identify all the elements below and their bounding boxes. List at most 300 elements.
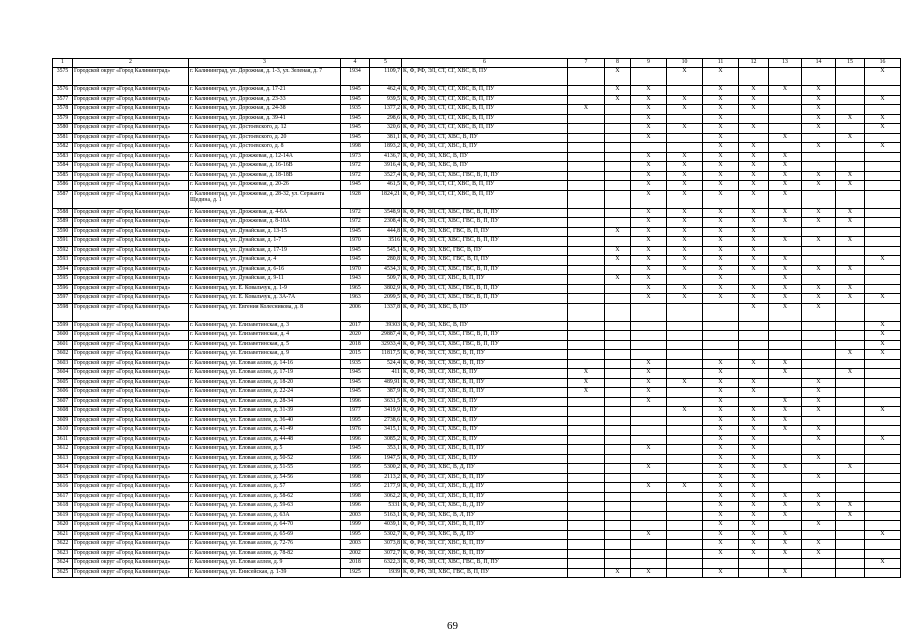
address: г. Калининград, ул. Еловая аллея, д. 41-49 [189,426,341,436]
address: г. Калининград, ул. Евгения Колесникова, д. 8 [189,303,341,321]
row-number: 3581 [53,133,73,143]
mark-7: X [568,105,605,115]
address: г. Калининград, ул. Дунайская, д. 17-19 [189,246,341,256]
year-built: 1996 [341,397,370,407]
mark-7 [568,540,605,550]
area: 3516 [370,237,402,247]
municipality: Городской округ «Город Калининград» [73,208,189,218]
mark-15 [836,246,865,256]
mark-11: X [703,171,739,181]
mark-7: X [568,388,605,398]
mark-10 [667,369,703,379]
mark-14 [802,483,836,493]
mark-15 [836,162,865,172]
mark-7 [568,359,605,369]
area: 3631,5 [370,397,402,407]
mark-13 [769,454,802,464]
table-row [53,464,901,474]
mark-9: X [631,397,667,407]
mark-7 [568,246,605,256]
mark-9: X [631,86,667,96]
mark-7 [568,114,605,124]
mark-16 [865,378,901,388]
mark-15 [836,530,865,540]
mark-16 [865,568,901,578]
row-number: 3592 [53,246,73,256]
year-built: 1945 [341,445,370,455]
mark-9 [631,426,667,436]
mark-8 [605,483,631,493]
address: г. Калининград, ул. Дорожная, д. 24-38 [189,105,341,115]
address: г. Калининград, ул. Дрожжевая, д. 18-18В [189,171,341,181]
column-number: 9 [631,59,667,68]
mark-11: X [703,416,739,426]
mark-14: X [802,492,836,502]
mark-10 [667,340,703,350]
mark-9: X [631,171,667,181]
mark-11: X [703,284,739,294]
mark-13 [769,473,802,483]
structural-elements: К, Ф, РФ, ЭЛ, СТ, ХВС, В, ПУ [402,426,568,436]
mark-9: X [631,256,667,266]
mark-16: X [865,530,901,540]
municipality: Городской округ «Город Калининград» [73,265,189,275]
mark-10: X [667,124,703,134]
row-number: 3610 [53,426,73,436]
mark-16 [865,275,901,285]
municipality: Городской округ «Город Калининград» [73,359,189,369]
mark-11: X [703,190,739,208]
mark-7 [568,549,605,559]
mark-16 [865,218,901,228]
table-row [53,350,901,360]
column-number: 5 [370,59,402,68]
mark-14: X [802,540,836,550]
mark-14: X [802,265,836,275]
mark-8 [605,303,631,321]
mark-12 [739,340,769,350]
year-built: 1998 [341,492,370,502]
area: 509,7 [370,275,402,285]
mark-11: X [703,359,739,369]
structural-elements: К, Ф, РФ, ЭЛ, ХВС, В, ПУ [402,162,568,172]
table-row [53,227,901,237]
mark-8: X [605,227,631,237]
table-row [53,86,901,96]
table-row [53,133,901,143]
municipality: Городской округ «Город Калининград» [73,445,189,455]
mark-13: X [769,237,802,247]
mark-11: X [703,388,739,398]
mark-12: X [739,227,769,237]
structural-elements: К, Ф, РФ, ЭЛ, СТ, СГ, ХВС, В, П, ПУ [402,190,568,208]
mark-13 [769,143,802,153]
mark-14: X [802,502,836,512]
mark-10 [667,530,703,540]
address: г. Калининград, ул. Еловая аллея, д. 28-34 [189,397,341,407]
mark-9 [631,303,667,321]
year-built: 1945 [341,124,370,134]
area: 3916,4 [370,162,402,172]
structural-elements: К, Ф, РФ, ЭЛ, СТ, ХВС, В, П, ПУ [402,350,568,360]
row-number: 3624 [53,559,73,569]
table-row [53,284,901,294]
mark-8: X [605,275,631,285]
mark-8 [605,511,631,521]
mark-10: X [667,483,703,493]
mark-16 [865,303,901,321]
mark-11: X [703,105,739,115]
municipality: Городской округ «Город Калининград» [73,483,189,493]
mark-9: X [631,265,667,275]
mark-16 [865,237,901,247]
mark-12 [739,397,769,407]
mark-10 [667,303,703,321]
mark-16 [865,369,901,379]
mark-13: X [769,426,802,436]
mark-8 [605,294,631,304]
mark-8 [605,559,631,569]
year-built: 1996 [341,435,370,445]
mark-11: X [703,143,739,153]
address: г. Калининград, ул. Енисейская, д. 1-39 [189,568,341,578]
year-built: 1998 [341,473,370,483]
area: 3548,9 [370,208,402,218]
mark-11: X [703,86,739,96]
mark-8 [605,426,631,436]
municipality: Городской округ «Город Калининград» [73,549,189,559]
structural-elements: К, Ф, РФ, ЭЛ, СГ, ХВС, В, ПУ [402,435,568,445]
mark-14: X [802,294,836,304]
municipality: Городской округ «Город Калининград» [73,464,189,474]
mark-13 [769,559,802,569]
mark-11: X [703,492,739,502]
row-number: 3623 [53,549,73,559]
year-built: 1945 [341,378,370,388]
area: 353,1 [370,445,402,455]
mark-7 [568,181,605,191]
year-built: 1945 [341,388,370,398]
mark-9: X [631,275,667,285]
structural-elements: К, Ф, РФ, ЭЛ, СТ, ХВС, В, Д, ПУ [402,502,568,512]
municipality: Городской округ «Город Калининград» [73,68,189,86]
mark-10: X [667,162,703,172]
mark-12 [739,321,769,331]
mark-9 [631,340,667,350]
mark-14: X [802,143,836,153]
mark-11 [703,559,739,569]
address: г. Калининград, ул. Дрожжевая, д. 12-14А [189,152,341,162]
mark-7 [568,511,605,521]
municipality: Городской округ «Город Калининград» [73,284,189,294]
table-row [53,369,901,379]
mark-13 [769,321,802,331]
mark-13: X [769,171,802,181]
table-row [53,511,901,521]
municipality: Городской округ «Город Калининград» [73,275,189,285]
row-number: 3605 [53,378,73,388]
mark-12: X [739,378,769,388]
mark-12: X [739,435,769,445]
mark-12: X [739,86,769,96]
mark-9 [631,435,667,445]
mark-15 [836,388,865,398]
table-row [53,181,901,191]
mark-11: X [703,95,739,105]
mark-7 [568,152,605,162]
mark-7 [568,275,605,285]
table-row [53,445,901,455]
mark-8 [605,473,631,483]
row-number: 3618 [53,502,73,512]
mark-11: X [703,454,739,464]
year-built: 2002 [341,549,370,559]
area: 3415,1 [370,426,402,436]
mark-13 [769,435,802,445]
area: 3419,9 [370,407,402,417]
municipality: Городской округ «Город Калининград» [73,294,189,304]
address: г. Калининград, ул. Дорожная, д. 17-21 [189,86,341,96]
mark-16: X [865,294,901,304]
address: г. Калининград, ул. Дрожжевая, д. 16-16В [189,162,341,172]
address: г. Калининград, ул. Еловая аллея, д. 44-48 [189,435,341,445]
mark-16 [865,426,901,436]
mark-11: X [703,162,739,172]
mark-13: X [769,162,802,172]
area: 489,91 [370,378,402,388]
mark-8 [605,171,631,181]
mark-10: X [667,68,703,86]
row-number: 3584 [53,162,73,172]
mark-16 [865,397,901,407]
mark-8 [605,181,631,191]
column-number: 1 [53,59,73,68]
area: 1893,2 [370,143,402,153]
address: г. Калининград, ул. Еловая аллея, д. 54-56 [189,473,341,483]
area: 320,6 [370,124,402,134]
mark-16 [865,86,901,96]
mark-15: X [836,464,865,474]
mark-11: X [703,540,739,550]
mark-8 [605,369,631,379]
mark-9 [631,143,667,153]
area: 3802,9 [370,284,402,294]
column-number: 14 [802,59,836,68]
year-built: 1935 [341,359,370,369]
mark-9 [631,511,667,521]
mark-7 [568,68,605,86]
column-number: 8 [605,59,631,68]
row-number: 3594 [53,265,73,275]
mark-12: X [739,237,769,247]
mark-16 [865,502,901,512]
mark-11: X [703,464,739,474]
mark-11: X [703,152,739,162]
mark-9: X [631,237,667,247]
mark-9: X [631,483,667,493]
area: 3072,7 [370,549,402,559]
address: г. Калининград, ул. Е. Ковальчук, д. 3А-7А [189,294,341,304]
mark-10: X [667,171,703,181]
mark-11: X [703,227,739,237]
table-row [53,454,901,464]
table-row [53,190,901,208]
year-built: 1970 [341,237,370,247]
mark-9: X [631,445,667,455]
year-built: 1945 [341,114,370,124]
mark-8 [605,492,631,502]
mark-7 [568,124,605,134]
row-number: 3587 [53,190,73,208]
year-built: 1973 [341,152,370,162]
mark-15 [836,378,865,388]
address: г. Калининград, ул. Елизаветинская, д. 9 [189,350,341,360]
year-built: 1945 [341,369,370,379]
mark-8: X [605,95,631,105]
mark-15 [836,143,865,153]
mark-10 [667,502,703,512]
municipality: Городской округ «Город Калининград» [73,559,189,569]
table-row [53,426,901,436]
mark-10 [667,435,703,445]
column-number: 12 [739,59,769,68]
mark-13: X [769,86,802,96]
mark-10: X [667,208,703,218]
mark-13: X [769,218,802,228]
table-row [53,502,901,512]
area: 11817,5 [370,350,402,360]
municipality: Городской округ «Город Калининград» [73,454,189,464]
area: 2308,4 [370,218,402,228]
mark-7 [568,218,605,228]
area: 4534,3 [370,265,402,275]
mark-11: X [703,511,739,521]
mark-12 [739,114,769,124]
area: 1109,7 [370,68,402,86]
mark-9 [631,350,667,360]
column-number: 2 [73,59,189,68]
address: г. Калининград, ул. Еловая аллея, д. 14-16 [189,359,341,369]
mark-15 [836,445,865,455]
table-row [53,105,901,115]
mark-10 [667,350,703,360]
mark-7 [568,350,605,360]
mark-11 [703,303,739,321]
mark-9 [631,68,667,86]
mark-12: X [739,416,769,426]
structural-elements: К, Ф, РФ, ЭЛ, СГ, ХВС, В, П, ПУ [402,378,568,388]
mark-16 [865,521,901,531]
area: 280,8 [370,256,402,266]
mark-14 [802,445,836,455]
municipality: Городской округ «Город Калининград» [73,540,189,550]
mark-8 [605,331,631,341]
municipality: Городской округ «Город Калининград» [73,568,189,578]
mark-12: X [739,171,769,181]
area: 444,8 [370,227,402,237]
mark-8 [605,407,631,417]
mark-16: X [865,95,901,105]
mark-15 [836,359,865,369]
mark-13 [769,483,802,493]
mark-12: X [739,492,769,502]
mark-11 [703,331,739,341]
mark-13: X [769,152,802,162]
mark-15: X [836,181,865,191]
area: 5300,2 [370,464,402,474]
structural-elements: К, Ф, РФ, ЭЛ, СТ, ХВС, ГВС, В, П, ПУ [402,284,568,294]
row-number: 3625 [53,568,73,578]
mark-14 [802,190,836,208]
mark-15 [836,416,865,426]
column-number: 15 [836,59,865,68]
mark-13: X [769,181,802,191]
mark-11: X [703,426,739,436]
mark-14: X [802,388,836,398]
mark-14 [802,340,836,350]
area: 939,5 [370,95,402,105]
mark-7 [568,426,605,436]
mark-15: X [836,114,865,124]
mark-16 [865,549,901,559]
mark-12: X [739,407,769,417]
municipality: Городской округ «Город Калининград» [73,473,189,483]
municipality: Городской округ «Город Калининград» [73,426,189,436]
row-number: 3588 [53,208,73,218]
table-row [53,521,901,531]
mark-9 [631,492,667,502]
year-built: 1945 [341,95,370,105]
municipality: Городской округ «Город Калининград» [73,133,189,143]
mark-8 [605,445,631,455]
row-number: 3599 [53,321,73,331]
mark-16: X [865,321,901,331]
mark-11: X [703,530,739,540]
mark-11: X [703,124,739,134]
structural-elements: К, Ф, РФ, ЭЛ, СГ, ХВС, В, ПУ [402,454,568,464]
mark-12: X [739,521,769,531]
mark-16 [865,416,901,426]
mark-14 [802,530,836,540]
row-number: 3603 [53,359,73,369]
row-number: 3613 [53,454,73,464]
municipality: Городской округ «Город Калининград» [73,143,189,153]
mark-8 [605,359,631,369]
area: 1947,5 [370,454,402,464]
year-built: 1945 [341,246,370,256]
mark-8 [605,218,631,228]
mark-14: X [802,86,836,96]
year-built: 1945 [341,86,370,96]
area: 2113,2 [370,473,402,483]
area: 4039,1 [370,521,402,531]
mark-14: X [802,454,836,464]
year-built: 1928 [341,190,370,208]
mark-11: X [703,407,739,417]
mark-13 [769,388,802,398]
municipality: Городской округ «Город Калининград» [73,378,189,388]
municipality: Городской округ «Город Калининград» [73,171,189,181]
mark-15 [836,454,865,464]
mark-8: X [605,568,631,578]
municipality: Городской округ «Город Калининград» [73,246,189,256]
mark-10: X [667,190,703,208]
mark-8 [605,388,631,398]
column-number: 16 [865,59,901,68]
mark-12: X [739,549,769,559]
structural-elements: К, Ф, РФ, ЭЛ, СТ, ХВС, ГВС, В, П, ПУ [402,331,568,341]
year-built: 1945 [341,181,370,191]
